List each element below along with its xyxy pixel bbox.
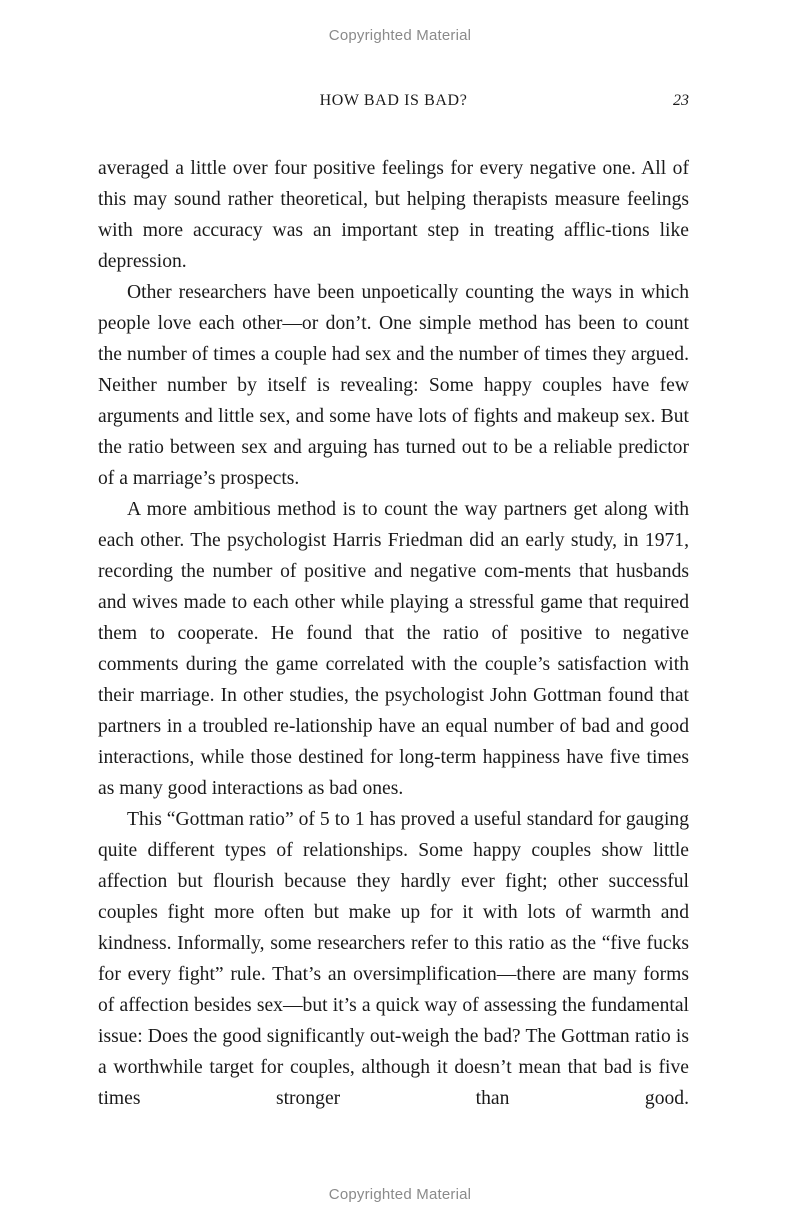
paragraph-4: This “Gottman ratio” of 5 to 1 has proved a useful standard for gauging quite different types of relationships. Some happy couples show little affection but flourish because they hardly ever fight; other successful couples fight more often but make up for it with lots of warmth and kindness. Informally, some researchers refer to this ratio as the “five fucks for every fight” rule. That’s an oversimplification—there are many forms of affection besides sex—but it’s a quick way of assessing the fundamental issue: Does the good significantly out-weigh the bad? The Gottman ratio is a worthwhile target for couples, although it doesn’t mean that bad is five times stronger than good.	[98, 809, 689, 1109]
copyright-watermark-bottom: Copyrighted Material	[328, 1186, 472, 1203]
paragraph-1: averaged a little over four positive feelings for every negative one. All of this may sound rather theoretical, but helping therapists measure feelings with more accuracy was an important step in treating afflic-tions like depression.	[98, 158, 689, 272]
page-number: 23	[673, 92, 689, 109]
running-title: HOW BAD IS BAD?	[319, 92, 468, 109]
paragraph-2: Other researchers have been unpoetically counting the ways in which people love each other—or don’t. One simple method has been to count the number of times a couple had sex and the number of times they argued. Neither number by itself is revealing: Some happy couples have few arguments and little sex, and some have lots of fights and makeup sex. But the ratio between sex and arguing has turned out to be a reliable predictor of a marriage’s prospects.	[98, 282, 689, 489]
copyright-watermark-top: Copyrighted Material	[328, 27, 472, 44]
body-text	[98, 153, 689, 1114]
paragraph-3: A more ambitious method is to count the way partners get along with each other. The psychologist Harris Friedman did an early study, in 1971, recording the number of positive and negative com-ments that husbands and wives made to each other while playing a stressful game that required them to cooperate. He found that the ratio of positive to negative comments during the game correlated with the couple’s satisfaction with their marriage. In other studies, the psychologist John Gottman found that partners in a troubled re-lationship have an equal number of bad and good interactions, while those destined for long-term happiness have five times as many good interactions as bad ones.	[98, 499, 689, 799]
running-header	[98, 90, 689, 114]
